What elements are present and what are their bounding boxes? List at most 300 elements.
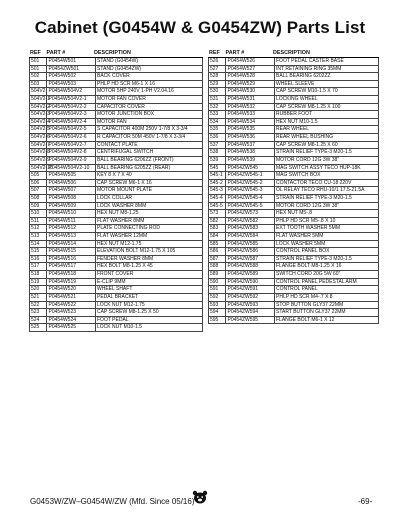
cell-ref: 526: [208, 58, 226, 65]
cell-desc: PHLP HD SCR M6-1 X 16: [96, 81, 204, 88]
table-row: [29, 126, 203, 134]
table-row: [208, 172, 379, 180]
cell-ref: 507: [29, 187, 47, 194]
cell-ref: 528: [208, 73, 226, 80]
cell-part: P0454W504V2-8: [47, 149, 96, 156]
cell-part: P0454W531: [226, 96, 275, 103]
table-row: [29, 96, 203, 104]
cell-desc: BALL BEARING 6205ZZ (REAR): [96, 165, 204, 172]
cell-desc: FOOT PEDAL: [96, 317, 204, 324]
cell-ref: 515: [29, 248, 47, 255]
table-row: [208, 96, 379, 104]
cell-desc: STRAIN RELIEF TYPE-3 M20-1.5: [275, 195, 380, 202]
cell-ref: 514: [29, 241, 47, 248]
cell-desc: BALL BEARING 6202ZZ: [275, 73, 380, 80]
cell-part: P0454W516: [47, 256, 96, 263]
cell-desc: CAPACITOR COVER: [96, 104, 204, 111]
cell-part: P0454W539: [226, 157, 275, 164]
cell-part: P0454W533: [226, 111, 275, 118]
cell-part: P0454W522: [47, 302, 96, 309]
cell-ref: 504V2-7: [31, 141, 50, 148]
cell-part: P0454ZW545-2: [226, 180, 275, 187]
cell-desc: MOTOR 5HP 240V 1-PH V2.04.16: [96, 88, 204, 95]
cell-desc: MOTOR MOUNT PLATE: [96, 187, 204, 194]
table-row: [29, 165, 203, 173]
table-row: [208, 241, 379, 249]
cell-desc: ELEVATION BOLT M12-1.75 X 105: [96, 248, 204, 255]
cell-part: P0454W504V2-1: [47, 96, 96, 103]
cell-ref: 517: [29, 263, 47, 270]
cell-desc: LOCK NUT M12-1.75: [96, 302, 204, 309]
cell-desc: CAP SCREW M10-1.5 X 70: [275, 88, 380, 95]
table-row: [208, 180, 379, 188]
table-row: [208, 134, 379, 142]
table-row: [208, 279, 379, 287]
cell-part: P0454W538: [226, 149, 275, 156]
table-row: [29, 195, 203, 203]
header-ref: REF: [30, 50, 41, 56]
bear-logo-icon: [192, 490, 208, 504]
cell-desc: MAG SWITCH ASSY TECO HUP-18K: [275, 165, 380, 172]
cell-ref: 533: [208, 111, 226, 118]
cell-part: P0454ZW594: [226, 309, 275, 316]
cell-part: P0454W515: [47, 248, 96, 255]
cell-part: P0454W502: [47, 73, 96, 80]
table-row: [29, 66, 203, 74]
cell-desc: PLATE CONNECTING ROD: [96, 225, 204, 232]
cell-desc: STRAIN RELIEF TYPE-3 M20-1.5: [275, 256, 380, 263]
table-row: [29, 88, 203, 96]
cell-ref: 582: [208, 218, 226, 225]
cell-part: P0454ZW545-5: [226, 203, 275, 210]
table-header: [29, 49, 203, 57]
cell-desc: MOTOR FAN: [96, 119, 204, 126]
table-row: [208, 195, 379, 203]
cell-part: P0454W514: [47, 241, 96, 248]
cell-desc: RUBBER FOOT: [275, 111, 380, 118]
cell-desc: CONTACTOR TECO CU-18 220V: [275, 180, 380, 187]
cell-part: P0454ZW595: [226, 317, 275, 324]
table-row: [29, 142, 203, 150]
cell-part: P0454ZW501: [47, 66, 96, 73]
cell-ref: 513: [29, 233, 47, 240]
cell-ref: 545-5: [208, 203, 226, 210]
header-ref: REF: [209, 50, 220, 56]
cell-part: P0454W511: [47, 218, 96, 225]
page-title: Cabinet (G0454W & G0454ZW) Parts List: [34, 18, 366, 37]
cell-part: P0454ZW590: [226, 279, 275, 286]
table-row: [29, 248, 203, 256]
cell-part: P0454W524: [47, 317, 96, 324]
cell-desc: LOCK WASHER 5MM: [275, 241, 380, 248]
cell-part: P0454W527: [226, 66, 275, 73]
table-row: [29, 149, 203, 157]
cell-part: P0454ZW583: [226, 225, 275, 232]
cell-part: P0454W521: [47, 294, 96, 301]
cell-desc: CAP SCREW M8-1.25 X 100: [275, 104, 380, 111]
table-row: [29, 157, 203, 165]
table-row: [208, 225, 379, 233]
table-row: [208, 88, 379, 96]
parts-table-left: [29, 49, 203, 332]
table-row: [208, 187, 379, 195]
cell-desc: CONTROL PANEL PEDESTAL ARM: [275, 279, 380, 286]
cell-ref: 504V2-5: [31, 126, 50, 133]
cell-ref: 524: [29, 317, 47, 324]
cell-desc: MOTOR FAN COVER: [96, 96, 204, 103]
cell-ref: 501: [29, 66, 47, 73]
table-row: [208, 157, 379, 165]
cell-part: P0454W504V2-3: [47, 111, 96, 118]
table-row: [29, 225, 203, 233]
cell-part: P0454W503: [47, 81, 96, 88]
cell-part: P0454W532: [226, 104, 275, 111]
cell-ref: 510: [29, 210, 47, 217]
table-row: [208, 271, 379, 279]
cell-desc: WHEEL SLEEVE: [275, 81, 380, 88]
cell-part: P0454ZW584: [226, 233, 275, 240]
cell-desc: FOOT PEDAL CASTER BASE: [275, 58, 380, 65]
table-row: [29, 263, 203, 271]
cell-desc: FLAT WASHER 12MM: [96, 233, 204, 240]
table-row: [29, 279, 203, 287]
cell-ref: 523: [29, 309, 47, 316]
cell-part: P0454W537: [226, 142, 275, 149]
cell-ref: 590: [208, 279, 226, 286]
cell-desc: START BUTTON GLY37 22MM: [275, 309, 380, 316]
cell-desc: HEX NUT M10-1.5: [275, 119, 380, 126]
table-row: [29, 317, 203, 325]
cell-part: P0454W528: [226, 73, 275, 80]
cell-desc: INT RETAINING RING 35MM: [275, 66, 380, 73]
cell-ref: 588: [208, 263, 226, 270]
cell-ref: 534: [208, 119, 226, 126]
header-part: PART #: [225, 50, 245, 56]
cell-ref: 545-2: [208, 180, 226, 187]
cell-ref: 501: [29, 58, 47, 65]
cell-desc: STAND (G0454ZW): [96, 66, 204, 73]
table-row: [208, 256, 379, 264]
table-row: [208, 233, 379, 241]
cell-part: P0454ZW545-3: [226, 187, 275, 194]
parts-table-right: [208, 49, 379, 324]
cell-ref: 589: [208, 271, 226, 278]
table-row: [208, 317, 379, 325]
cell-ref: 593: [208, 302, 226, 309]
cell-part: P0454W501: [47, 58, 96, 65]
cell-ref: 520: [29, 286, 47, 293]
table-row: [208, 126, 379, 134]
cell-desc: PHLP HD SCR M5-.8 X 10: [275, 218, 380, 225]
cell-ref: 506: [29, 180, 47, 187]
cell-desc: EXT TOOTH WASHER 5MM: [275, 225, 380, 232]
cell-desc: HEX NUT M5-.8: [275, 210, 380, 217]
table-row: [29, 271, 203, 279]
table-row: [208, 248, 379, 256]
table-row: [29, 210, 203, 218]
header-desc: DESCRIPTION: [273, 50, 310, 56]
cell-desc: CONTROL PANEL: [275, 286, 380, 293]
table-row: [208, 73, 379, 81]
cell-desc: LOCK NUT M10-1.5: [96, 324, 204, 331]
cell-part: P0454W510: [47, 210, 96, 217]
cell-desc: BALL BEARING 6206ZZ (FRONT): [96, 157, 204, 164]
cell-desc: WHEEL SHAFT: [96, 286, 204, 293]
table-row: [29, 309, 203, 317]
table-row: [29, 302, 203, 310]
cell-ref: 529: [208, 81, 226, 88]
table-header: [208, 49, 379, 57]
cell-part: P0454W505: [47, 172, 96, 179]
cell-part: P0454W508: [47, 195, 96, 202]
cell-ref: 505: [29, 172, 47, 179]
cell-part: P0454W517: [47, 263, 96, 270]
cell-desc: LOCKING WHEEL: [275, 96, 380, 103]
cell-ref: 585: [208, 241, 226, 248]
table-row: [29, 203, 203, 211]
cell-desc: S CAPACITOR 400M 250V 1-7/8 X 3-3/4: [96, 126, 204, 133]
cell-desc: REAR WHEEL: [275, 126, 380, 133]
cell-part: P0454ZW582: [226, 218, 275, 225]
cell-desc: HEX NUT M8-1.25: [96, 210, 204, 217]
cell-ref: 532: [208, 104, 226, 111]
cell-desc: SWITCH CORD 20G 5W 60": [275, 271, 380, 278]
cell-ref: 527: [208, 66, 226, 73]
cell-part: P0454ZW588: [226, 263, 275, 270]
cell-part: P0454W525: [47, 324, 96, 331]
cell-part: P0454W504V2-4: [47, 119, 96, 126]
table-row: [29, 187, 203, 195]
table-row: [29, 111, 203, 119]
cell-desc: MOTOR JUNCTION BOX: [96, 111, 204, 118]
cell-ref: 535: [208, 126, 226, 133]
table-row: [29, 256, 203, 264]
cell-part: P0454W509: [47, 203, 96, 210]
header-part: PART #: [46, 50, 66, 56]
cell-ref: 522: [29, 302, 47, 309]
cell-desc: STAND (G0454W): [96, 58, 204, 65]
table-row: [29, 58, 203, 66]
cell-ref: 502: [29, 73, 47, 80]
cell-desc: MOTOR CORD 12G 3W 38": [275, 203, 380, 210]
header-desc: DESCRIPTION: [94, 50, 131, 56]
cell-ref: 504V2-9: [31, 156, 50, 163]
cell-part: P0454W506: [47, 180, 96, 187]
cell-ref: 504V2-10: [31, 164, 53, 171]
table-row: [208, 302, 379, 310]
cell-desc: CAP SCREW M8-1.25 X 60: [275, 142, 380, 149]
cell-desc: STOP BUTTON GLY37 22MM: [275, 302, 380, 309]
table-row: [29, 241, 203, 249]
cell-desc: FLAT WASHER 5MM: [275, 233, 380, 240]
cell-desc: MOTOR CORD 12G 3W 38": [275, 157, 380, 164]
cell-ref: 504V2-6: [31, 134, 50, 141]
cell-part: P0454W526: [226, 58, 275, 65]
cell-part: P0454W523: [47, 309, 96, 316]
cell-desc: CENTRIFUGAL SWITCH: [96, 149, 204, 156]
cell-ref: 586: [208, 248, 226, 255]
cell-part: P0454W504V2-9: [47, 157, 96, 164]
table-row: [208, 294, 379, 302]
cell-ref: 531: [208, 96, 226, 103]
cell-part: P0454W504V2-5: [47, 126, 96, 133]
cell-desc: REAR WHEEL BUSHING: [275, 134, 380, 141]
cell-desc: R CAPACITOR 50M 450V 1-7/8 X 3-3/4: [96, 134, 204, 141]
cell-ref: 545: [208, 165, 226, 172]
table-row: [29, 134, 203, 142]
cell-ref: 536: [208, 134, 226, 141]
table-rows: [29, 57, 203, 332]
cell-ref: 530: [208, 88, 226, 95]
cell-part: P0454W504V2-10: [47, 165, 96, 172]
cell-desc: HEX NUT M12-1.75: [96, 241, 204, 248]
cell-ref: 583: [208, 225, 226, 232]
cell-ref: 504V2-1: [31, 96, 50, 103]
cell-ref: 545-3: [208, 187, 226, 194]
cell-desc: FLANGE BOLT M6-1 X 12: [275, 317, 380, 324]
cell-ref: 594: [208, 309, 226, 316]
cell-ref: 521: [29, 294, 47, 301]
table-row: [208, 149, 379, 157]
cell-ref: 587: [208, 256, 226, 263]
cell-part: P0454ZW593: [226, 302, 275, 309]
cell-part: P0454W519: [47, 279, 96, 286]
cell-ref: 539: [208, 157, 226, 164]
cell-desc: E-CLIP 9MM: [96, 279, 204, 286]
cell-desc: FLAT WASHER 8MM: [96, 218, 204, 225]
cell-ref: 504V2-3: [31, 111, 50, 118]
table-row: [208, 111, 379, 119]
table-row: [208, 81, 379, 89]
table-row: [208, 263, 379, 271]
cell-ref: 538: [208, 149, 226, 156]
cell-ref: 516: [29, 256, 47, 263]
cell-part: P0454ZW592: [226, 294, 275, 301]
table-row: [208, 104, 379, 112]
cell-part: P0454W520: [47, 286, 96, 293]
cell-part: P0454W529: [226, 81, 275, 88]
cell-part: P0454W535: [226, 126, 275, 133]
table-row: [208, 286, 379, 294]
table-row: [29, 73, 203, 81]
cell-part: P0454W504V2: [47, 88, 96, 95]
cell-desc: PEDAL BRACKET: [96, 294, 204, 301]
cell-desc: MAG SWITCH BOX: [275, 172, 380, 179]
cell-ref: 573: [208, 210, 226, 217]
cell-ref: 504V2: [31, 88, 46, 95]
cell-ref: 508: [29, 195, 47, 202]
cell-part: P0454ZW545-4: [226, 195, 275, 202]
cell-part: P0454ZW589: [226, 271, 275, 278]
cell-part: P0454W530: [226, 88, 275, 95]
cell-part: P0454W518: [47, 271, 96, 278]
cell-ref: 545-1: [208, 172, 226, 179]
cell-part: P0454W504V2-6: [47, 134, 96, 141]
cell-desc: BACK COVER: [96, 73, 204, 80]
cell-ref: 504V2-2: [31, 103, 50, 110]
table-row: [208, 119, 379, 127]
cell-part: P0454ZW545-1: [226, 172, 275, 179]
page-number: -69-: [358, 497, 373, 506]
cell-desc: CONTROL PANEL BOX: [275, 248, 380, 255]
cell-part: P0454W534: [226, 119, 275, 126]
table-row: [208, 165, 379, 173]
cell-ref: 504V2-4: [31, 118, 50, 125]
cell-desc: LOCK COLLAR: [96, 195, 204, 202]
cell-ref: 591: [208, 286, 226, 293]
cell-ref: 592: [208, 294, 226, 301]
cell-ref: 595: [208, 317, 226, 324]
cell-desc: CONTACT PLATE: [96, 142, 204, 149]
cell-ref: 518: [29, 271, 47, 278]
cell-desc: CAP SCREW M8-1.25 X 50: [96, 309, 204, 316]
cell-ref: 537: [208, 142, 226, 149]
cell-part: P0454ZW585: [226, 241, 275, 248]
table-row: [208, 309, 379, 317]
cell-part: P0454ZW545: [226, 165, 275, 172]
table-row: [208, 58, 379, 66]
cell-ref: 503: [29, 81, 47, 88]
cell-ref: 519: [29, 279, 47, 286]
cell-desc: FLANGE BOLT M8-1.25 X 16: [275, 263, 380, 270]
cell-ref: 509: [29, 203, 47, 210]
cell-part: P0454W513: [47, 233, 96, 240]
cell-part: P0454ZW587: [226, 256, 275, 263]
cell-desc: OL RELAY TECO RHU-10/1 17.5-21.5A: [275, 187, 380, 194]
table-row: [29, 180, 203, 188]
table-row: [29, 324, 203, 332]
cell-part: P0454W504V2-2: [47, 104, 96, 111]
footer-model-text: G0453W/ZW–G0454W/ZW (Mfd. Since 05/16): [30, 497, 195, 506]
cell-desc: KEY 8 X 7 X 40: [96, 172, 204, 179]
cell-ref: 504V2-8: [31, 149, 50, 156]
cell-part: P0454ZW586: [226, 248, 275, 255]
table-row: [29, 172, 203, 180]
cell-desc: FENDER WASHER 8MM: [96, 256, 204, 263]
cell-desc: STRAIN RELIEF TYPE-3 M20-1.5: [275, 149, 380, 156]
cell-ref: 512: [29, 225, 47, 232]
table-row: [29, 286, 203, 294]
table-row: [29, 294, 203, 302]
cell-ref: 584: [208, 233, 226, 240]
table-row: [29, 104, 203, 112]
cell-ref: 545-4: [208, 195, 226, 202]
table-row: [208, 66, 379, 74]
cell-ref: 525: [29, 324, 47, 331]
table-row: [208, 203, 379, 211]
cell-ref: 511: [29, 218, 47, 225]
cell-part: P0454ZW573: [226, 210, 275, 217]
table-row: [29, 218, 203, 226]
cell-desc: FRONT COVER: [96, 271, 204, 278]
cell-part: P0454W507: [47, 187, 96, 194]
table-row: [29, 81, 203, 89]
table-row: [29, 119, 203, 127]
table-row: [208, 218, 379, 226]
table-row: [29, 233, 203, 241]
cell-desc: CAP SCREW M6-1 X 16: [96, 180, 204, 187]
table-row: [208, 142, 379, 150]
cell-desc: PHLP HD SCR M4-.7 X 8: [275, 294, 380, 301]
table-row: [208, 210, 379, 218]
cell-part: P0454ZW591: [226, 286, 275, 293]
table-rows: [208, 57, 379, 324]
cell-part: P0454W512: [47, 225, 96, 232]
cell-desc: LOCK WASHER 8MM: [96, 203, 204, 210]
cell-desc: HEX BOLT M8-1.25 X 45: [96, 263, 204, 270]
cell-part: P0454W504V2-7: [47, 142, 96, 149]
cell-part: P0454W536: [226, 134, 275, 141]
